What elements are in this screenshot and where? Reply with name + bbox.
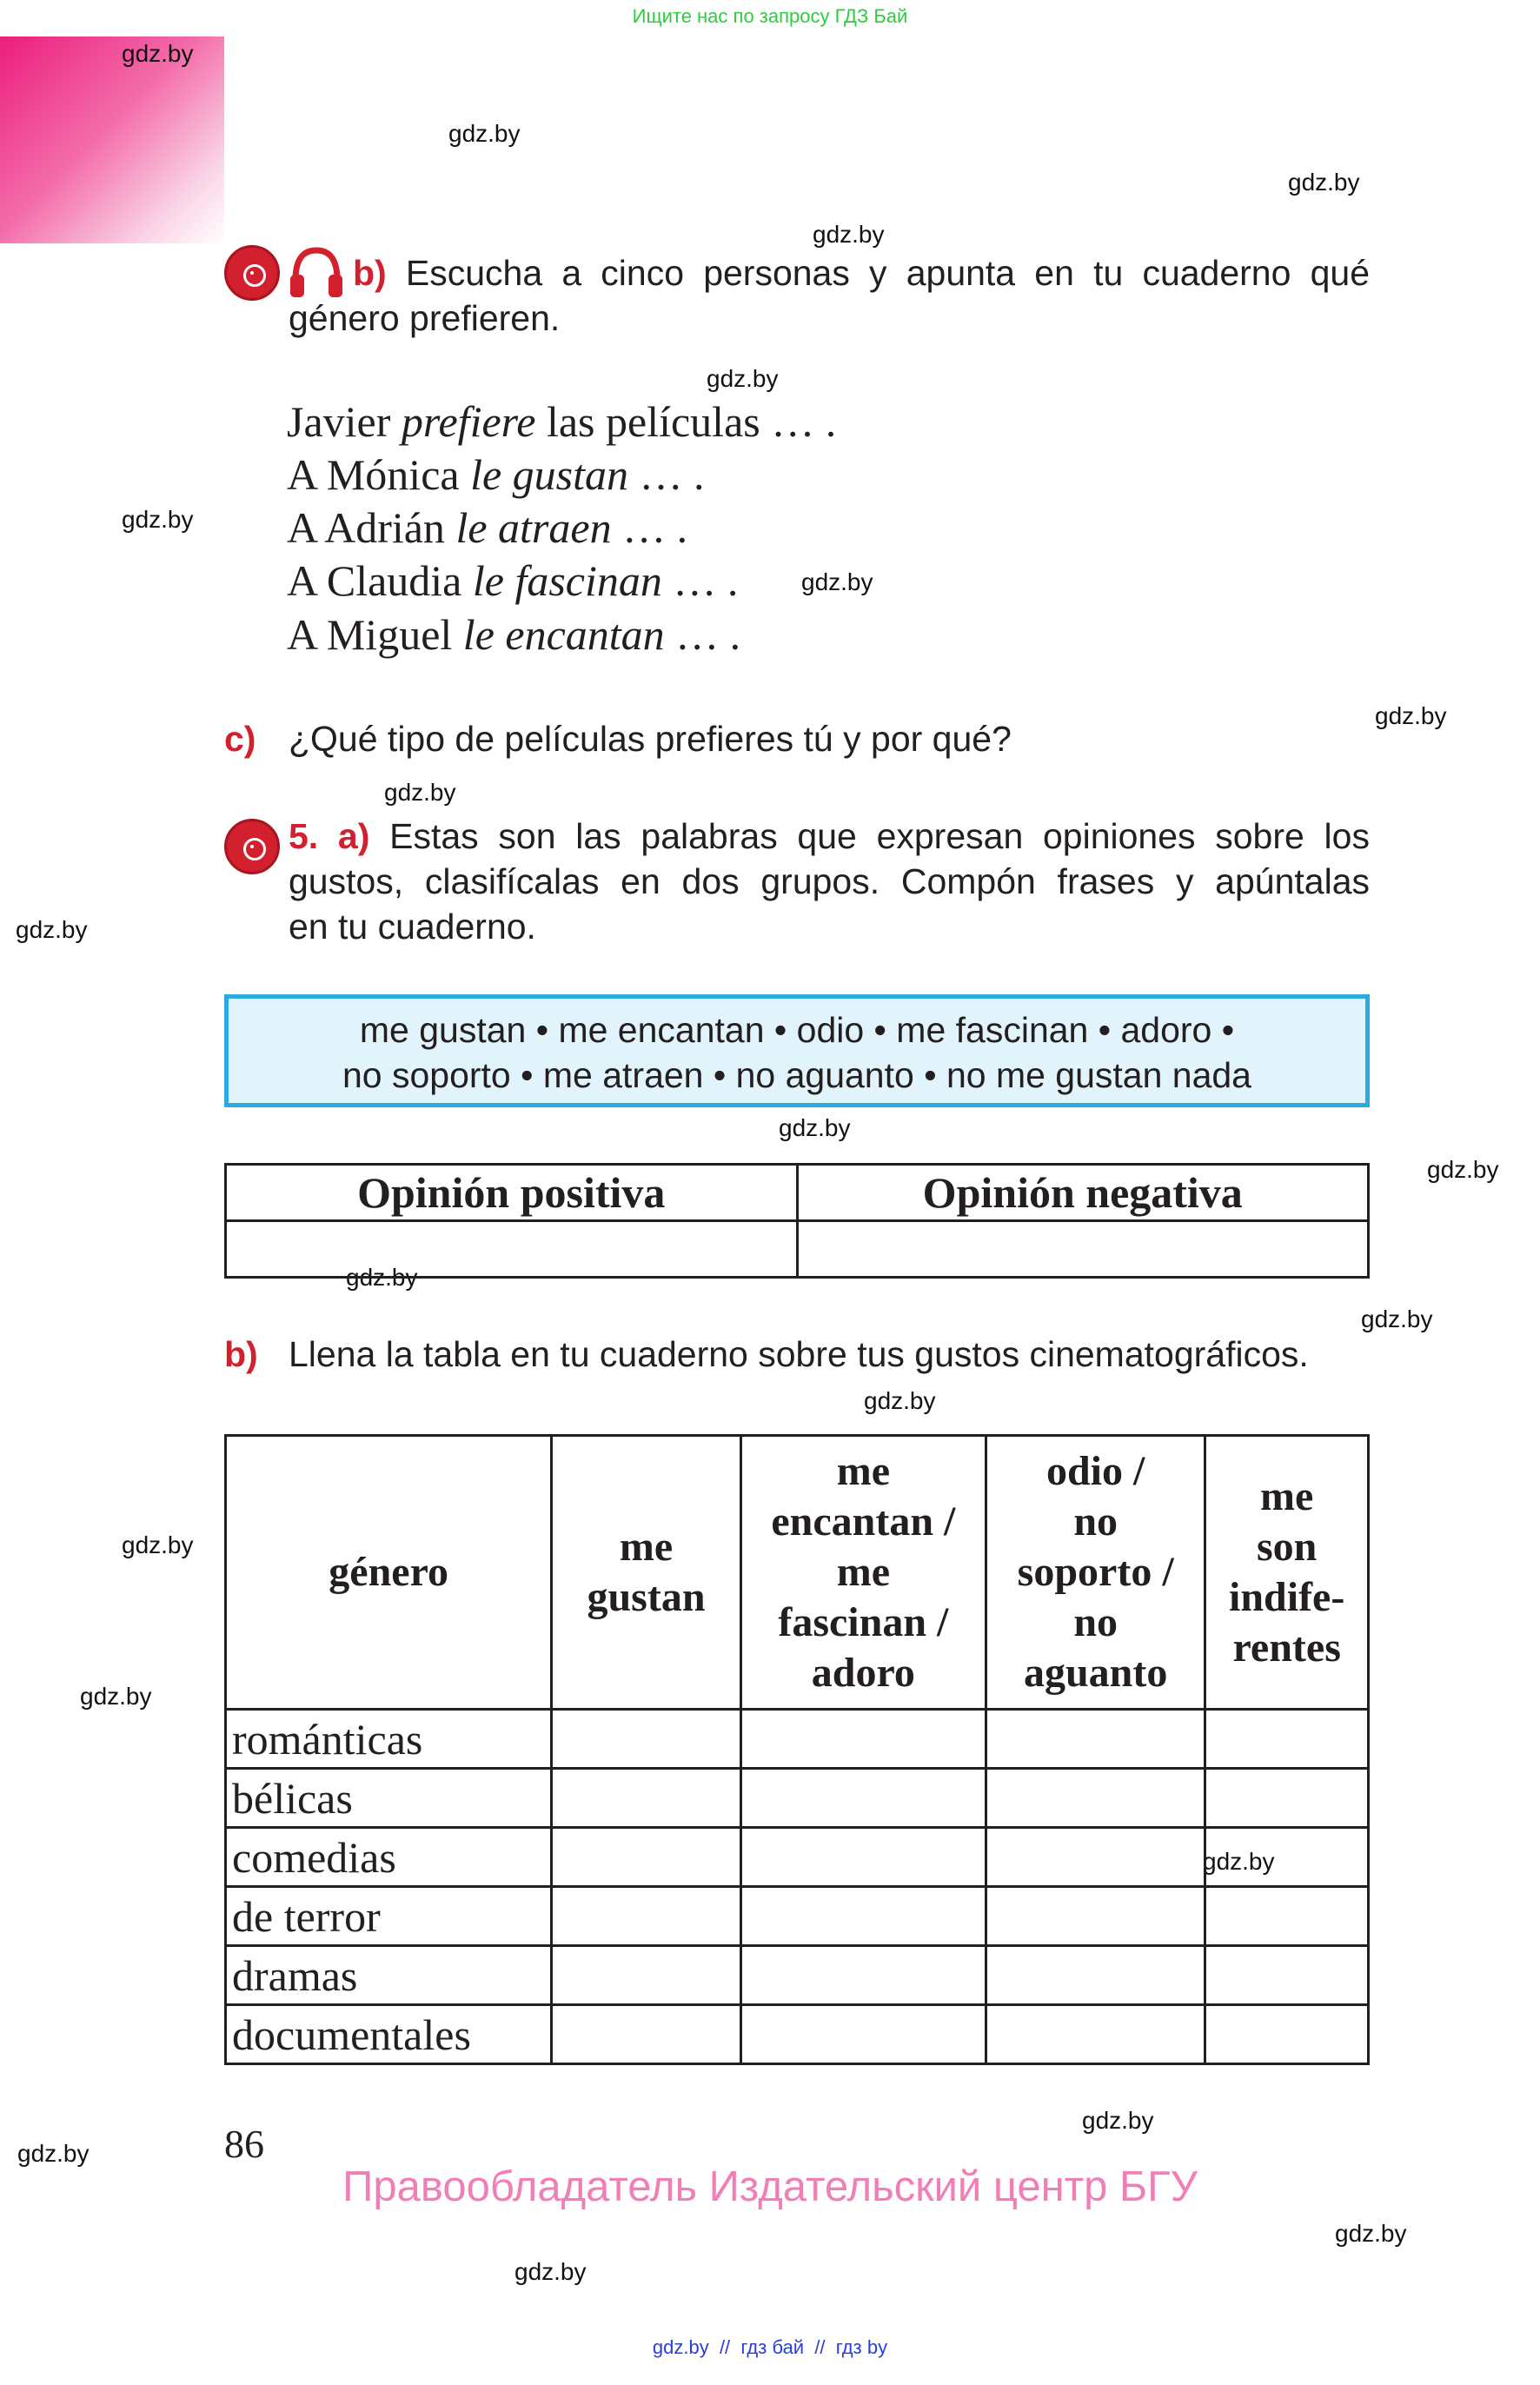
opinion-table-row — [226, 1221, 1369, 1278]
cd-icon — [224, 819, 280, 874]
genre-cell: documentales — [226, 2005, 552, 2064]
header-line: fascinan / — [778, 1599, 949, 1645]
header-line: gustan — [587, 1574, 706, 1620]
header-line: me — [836, 1448, 890, 1494]
table-cell — [1205, 1828, 1369, 1887]
header-line: no — [1073, 1599, 1118, 1645]
header-line: rentes — [1232, 1624, 1341, 1671]
exercise-5a-line3: en tu cuaderno. — [289, 907, 536, 947]
table-cell — [740, 1828, 986, 1887]
watermark: gdz.by — [1288, 169, 1360, 196]
watermark: gdz.by — [1203, 1848, 1275, 1875]
sentence-end: las películas … . — [535, 397, 837, 446]
table-row — [226, 1710, 1369, 1769]
sentence-1 — [287, 395, 836, 448]
exercise-5a-marker: 5. a) — [289, 816, 370, 856]
opinion-table — [224, 1163, 1370, 1279]
table-cell — [1205, 2005, 1369, 2064]
sentence-end: … . — [664, 610, 741, 659]
sentence-start: A Mónica — [287, 450, 471, 499]
watermark: gdz.by — [122, 1531, 194, 1558]
headphones-icon — [287, 243, 346, 301]
table-cell — [740, 1887, 986, 1946]
table-cell — [1205, 1769, 1369, 1828]
table-cell — [740, 1946, 986, 2005]
word-box-line2: no soporto • me atraen • no aguanto • no me gustan nada — [342, 1055, 1251, 1095]
watermark: gdz.by — [346, 1264, 418, 1291]
exercise-5b-text: Llena la tabla en tu cuaderno sobre tus gustos cinematográficos. — [289, 1334, 1309, 1374]
header-indiferentes — [1205, 1436, 1369, 1710]
table-cell — [986, 1710, 1205, 1769]
header-line: aguanto — [1023, 1650, 1168, 1696]
header-line: odio / — [1045, 1448, 1145, 1494]
watermark: gdz.by — [514, 2258, 587, 2285]
table-row — [226, 1769, 1369, 1828]
exercise-c-label: c) — [224, 719, 256, 759]
exercise-c-marker — [224, 716, 256, 761]
copyright-text: Правообладатель Издательский центр БГУ — [342, 2163, 1198, 2210]
exercise-b-line1 — [353, 250, 1370, 296]
sentence-verb: le atraen — [455, 503, 612, 552]
table-cell — [986, 1946, 1205, 2005]
genre-cell: de terror — [226, 1887, 552, 1946]
header-line: me — [619, 1524, 674, 1570]
header-line: me — [1260, 1473, 1314, 1519]
genre-cell: comedias — [226, 1828, 552, 1887]
sentence-verb: le fascinan — [472, 556, 662, 605]
table-cell — [1205, 1887, 1369, 1946]
watermark: gdz.by — [80, 1683, 152, 1710]
genre-table — [224, 1434, 1370, 2065]
header-line: me — [836, 1549, 890, 1595]
exercise-c-text: ¿Qué tipo de películas prefieres tú y por qué? — [289, 719, 1012, 759]
word-box-line1: me gustan • me encantan • odio • me fascinan • adoro • — [359, 1010, 1235, 1050]
watermark: gdz.by — [801, 568, 873, 595]
table-cell — [1205, 1710, 1369, 1769]
header-odio — [986, 1436, 1205, 1710]
table-cell — [740, 1769, 986, 1828]
table-cell — [740, 1710, 986, 1769]
sentence-5 — [287, 608, 740, 661]
genre-cell: bélicas — [226, 1769, 552, 1828]
watermark: gdz.by — [707, 365, 779, 392]
sentence-end: … . — [628, 450, 705, 499]
table-cell — [740, 2005, 986, 2064]
watermark: gdz.by — [1361, 1305, 1433, 1332]
genre-table-header — [226, 1436, 1369, 1710]
table-cell — [552, 1710, 740, 1769]
sentence-start: A Miguel — [287, 610, 463, 659]
watermark: gdz.by — [122, 506, 194, 533]
header-me-encantan — [740, 1436, 986, 1710]
watermark: gdz.by — [864, 1387, 936, 1414]
exercise-5a-line2: gustos, clasifícalas en dos grupos. Compón frases y apúntalas — [289, 861, 1370, 901]
watermark: gdz.by — [779, 1114, 851, 1141]
genre-cell: románticas — [226, 1710, 552, 1769]
sentence-verb: prefiere — [401, 397, 536, 446]
header-line: indife- — [1229, 1574, 1345, 1620]
watermark: gdz.by — [122, 40, 194, 67]
sentence-start: A Claudia — [287, 556, 473, 605]
table-row — [226, 2005, 1369, 2064]
watermark: gdz.by — [1335, 2220, 1407, 2247]
exercise-5a-text: Estas son las palabras que expresan opiniones sobre los — [389, 816, 1370, 856]
table-cell — [1205, 1946, 1369, 2005]
header-line: no — [1073, 1498, 1118, 1545]
header-line: soporto / — [1017, 1549, 1174, 1595]
table-cell — [986, 1887, 1205, 1946]
table-cell — [986, 2005, 1205, 2064]
watermark: gdz.by — [16, 916, 88, 943]
header-line: encantan / — [771, 1498, 956, 1545]
exercise-5b-marker — [224, 1332, 258, 1377]
watermark: gdz.by — [448, 120, 521, 147]
top-banner[interactable]: Ищите нас по запросу ГДЗ Бай — [632, 5, 908, 27]
opinion-negative-header: Opinión negativa — [797, 1165, 1369, 1221]
watermark: gdz.by — [813, 221, 885, 248]
table-cell — [552, 2005, 740, 2064]
watermark: gdz.by — [1082, 2107, 1154, 2134]
opinion-positive-header: Opinión positiva — [226, 1165, 798, 1221]
opinion-negative-cell — [797, 1221, 1369, 1278]
page-number: 86 — [224, 2122, 264, 2166]
watermark: gdz.by — [384, 779, 456, 806]
header-me-gustan — [552, 1436, 740, 1710]
sentence-verb: le encantan — [462, 610, 665, 659]
header-genero — [226, 1436, 552, 1710]
header-line: género — [329, 1549, 449, 1595]
header-line: adoro — [811, 1650, 915, 1696]
sentence-start: Javier — [287, 397, 402, 446]
exercise-5b-label: b) — [224, 1334, 258, 1374]
table-cell — [552, 1828, 740, 1887]
sentence-3 — [287, 502, 687, 554]
header-line: son — [1256, 1524, 1318, 1570]
table-cell — [552, 1887, 740, 1946]
table-cell — [986, 1769, 1205, 1828]
table-cell — [986, 1828, 1205, 1887]
table-cell — [552, 1769, 740, 1828]
table-row — [226, 1887, 1369, 1946]
genre-cell: dramas — [226, 1946, 552, 2005]
word-box — [224, 994, 1370, 1107]
opinion-table-header — [226, 1165, 1369, 1221]
table-row — [226, 1946, 1369, 2005]
exercise-5a-line1 — [289, 814, 1370, 859]
watermark: gdz.by — [17, 2140, 90, 2167]
opinion-positive-cell — [226, 1221, 798, 1278]
watermark: gdz.by — [1427, 1156, 1499, 1183]
sentence-verb: le gustan — [470, 450, 629, 499]
sentence-start: A Adrián — [287, 503, 456, 552]
exercise-b-text: Escucha a cinco personas y apunta en tu cuaderno qué — [405, 253, 1370, 293]
sentence-4 — [287, 555, 738, 607]
sentence-2 — [287, 448, 705, 501]
exercise-b-line2: género prefieren. — [289, 298, 561, 338]
sentence-end: … . — [661, 556, 739, 605]
sentence-end: … . — [611, 503, 688, 552]
table-row — [226, 1828, 1369, 1887]
cd-icon — [224, 245, 280, 301]
footer-links[interactable]: gdz.by // гдз бай // гдз by — [652, 2336, 888, 2358]
table-cell — [552, 1946, 740, 2005]
exercise-b-marker: b) — [353, 253, 387, 293]
watermark: gdz.by — [1375, 702, 1447, 729]
